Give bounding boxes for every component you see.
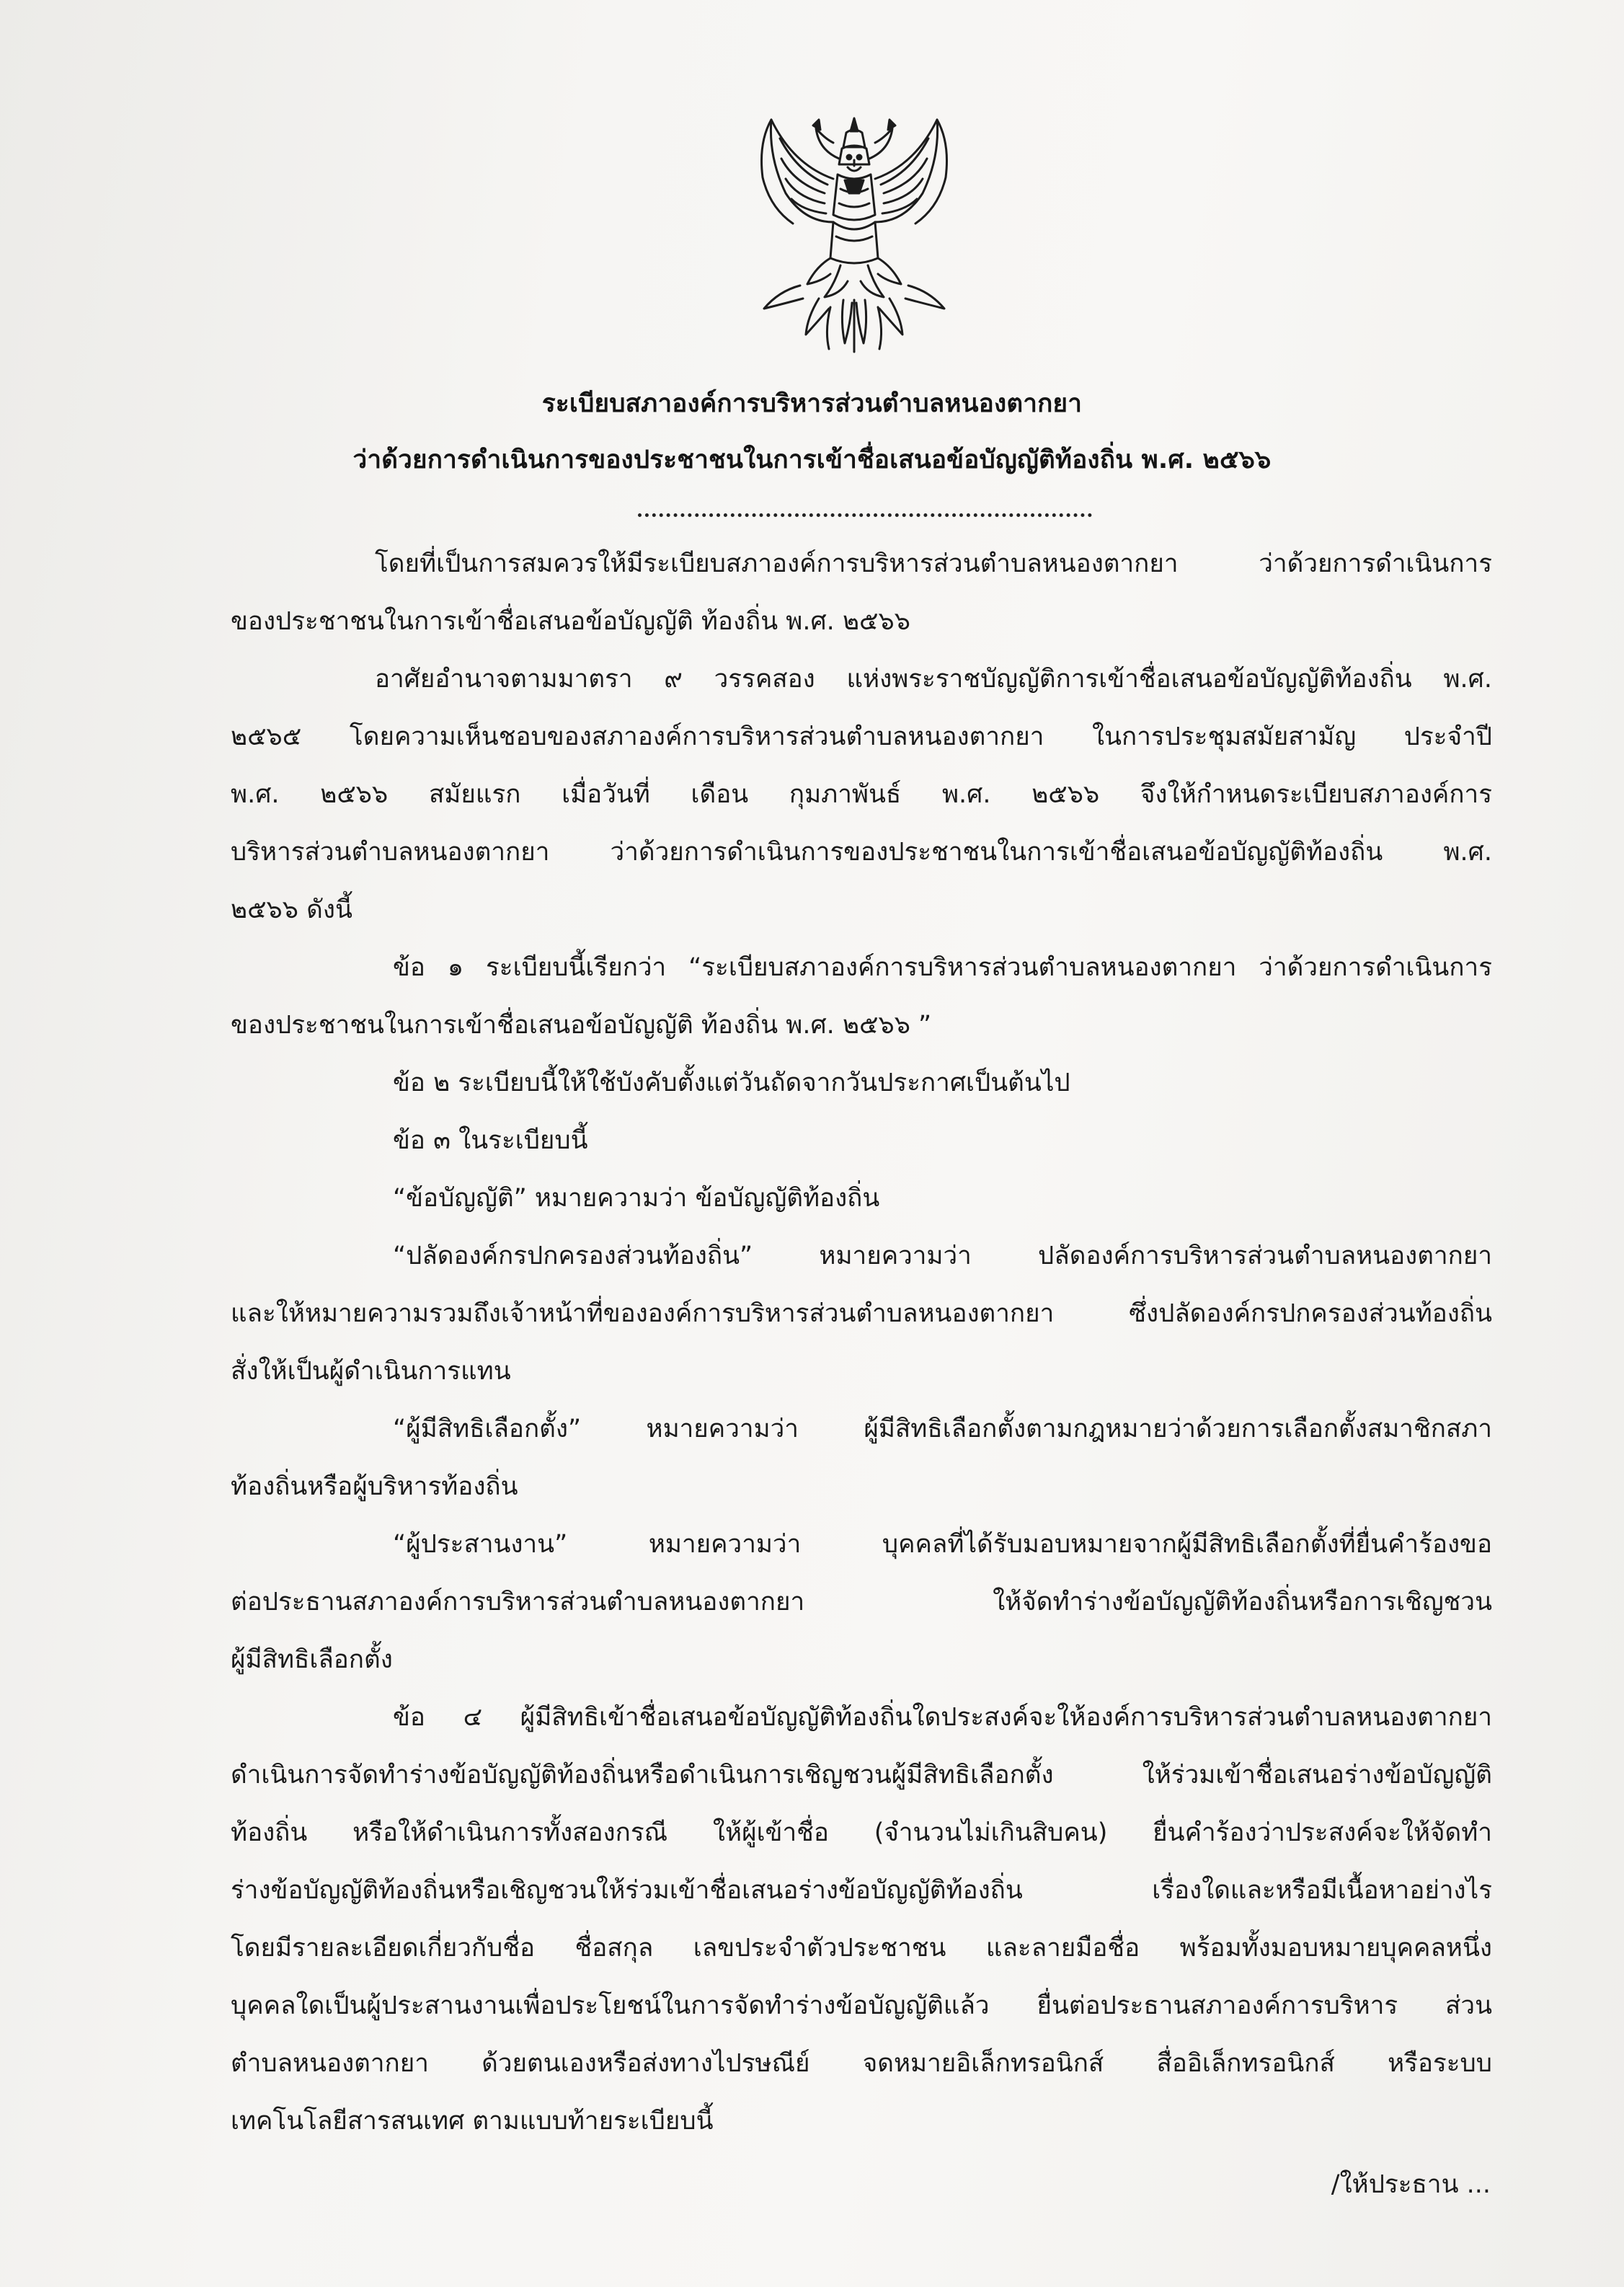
text-line: พ.ศ. ๒๕๖๖ สมัยแรก เมื่อวันที่ เดือน กุมภาพันธ์ พ.ศ. ๒๕๖๖ จึงให้กำหนดระเบียบสภาองค์การ: [231, 780, 1492, 809]
text-line: ๒๕๖๕ โดยความเห็นชอบของสภาองค์การบริหารส่วนตำบลหนองตากยา ในการประชุมสมัยสามัญ ประจำปี: [231, 722, 1492, 751]
text-line: ร่างข้อบัญญัติท้องถิ่นหรือเชิญชวนให้ร่วมเข้าชื่อเสนอร่างข้อบัญญัติท้องถิ่น เรื่องใดและหรือมีเนื้อหาอย่างไร: [231, 1876, 1492, 1905]
document-subtitle: ว่าด้วยการดำเนินการของประชาชนในการเข้าชื่อเสนอข้อบัญญัติท้องถิ่น พ.ศ. ๒๕๖๖: [352, 446, 1272, 474]
text-line: “ผู้ประสานงาน” หมายความว่า บุคคลที่ได้รับมอบหมายจากผู้มีสิทธิเลือกตั้งที่ยื่นคำร้องขอ: [393, 1530, 1492, 1559]
text-line: โดยมีรายละเอียดเกี่ยวกับชื่อ ชื่อสกุล เลขประจำตัวประชาชน และลายมือชื่อ พร้อมทั้งมอบหมายบุคคลหนึ่ง: [231, 1934, 1492, 1963]
garuda-emblem-icon: [750, 114, 959, 355]
document-body: [231, 535, 1492, 2150]
document-title: ระเบียบสภาองค์การบริหารส่วนตำบลหนองตากยา: [541, 389, 1083, 418]
text-line: ของประชาชนในการเข้าชื่อเสนอข้อบัญญัติ ท้องถิ่น พ.ศ. ๒๕๖๖ ”: [231, 1011, 932, 1040]
paragraph-clause-4: [231, 1689, 1492, 2150]
text-line: ข้อ ๔ ผู้มีสิทธิเข้าชื่อเสนอข้อบัญญัติท้องถิ่นใดประสงค์จะให้องค์การบริหารส่วนตำบลหนองตากยา: [393, 1703, 1492, 1732]
text-line: ๒๕๖๖ ดังนี้: [231, 895, 352, 924]
text-line: เทคโนโลยีสารสนเทศ ตามแบบท้ายระเบียบนี้: [231, 2107, 714, 2136]
text-line: บุคคลใดเป็นผู้ประสานงานเพื่อประโยชน์ในการจัดทำร่างข้อบัญญัติแล้ว ยื่นต่อประธานสภาองค์การบริหาร ส่วน: [231, 1991, 1492, 2020]
title-separator: [638, 513, 1092, 517]
paragraph-clause-3: [231, 1112, 1492, 1169]
text-line: ข้อ ๓ ในระเบียบนี้: [393, 1126, 588, 1155]
text-line: ท้องถิ่นหรือผู้บริหารท้องถิ่น: [231, 1472, 518, 1501]
text-line: อาศัยอำนาจตามมาตรา ๙ วรรคสอง แห่งพระราชบัญญัติการเข้าชื่อเสนอข้อบัญญัติท้องถิ่น พ.ศ.: [375, 665, 1492, 694]
text-line: ผู้มีสิทธิเลือกตั้ง: [231, 1645, 393, 1674]
paragraph-definition-voter: [231, 1400, 1492, 1516]
text-line: “ปลัดองค์กรปกครองส่วนท้องถิ่น” หมายความว่า ปลัดองค์การบริหารส่วนตำบลหนองตากยา: [393, 1242, 1492, 1270]
text-line: ตำบลหนองตากยา ด้วยตนเองหรือส่งทางไปรษณีย์ จดหมายอิเล็กทรอนิกส์ สื่ออิเล็กทรอนิกส์ หรือระบบ: [231, 2049, 1492, 2078]
text-line: “ผู้มีสิทธิเลือกตั้ง” หมายความว่า ผู้มีสิทธิเลือกตั้งตามกฎหมายว่าด้วยการเลือกตั้งสมาชิกสภา: [393, 1415, 1492, 1443]
text-line: ท้องถิ่น หรือให้ดำเนินการทั้งสองกรณี ให้ผู้เข้าชื่อ (จำนวนไม่เกินสิบคน) ยื่นคำร้องว่าประสงค์จะให้จัดทำ: [231, 1818, 1492, 1847]
text-line: และให้หมายความรวมถึงเจ้าหน้าที่ขององค์การบริหารส่วนตำบลหนองตากยา ซึ่งปลัดองค์กรปกครองส่วนท้องถิ่น: [231, 1299, 1492, 1328]
text-line: ดำเนินการจัดทำร่างข้อบัญญัติท้องถิ่นหรือดำเนินการเชิญชวนผู้มีสิทธิเลือกตั้ง ให้ร่วมเข้าชื่อเสนอร่างข้อบัญญัติ: [231, 1761, 1492, 1790]
text-line: บริหารส่วนตำบลหนองตากยา ว่าด้วยการดำเนินการของประชาชนในการเข้าชื่อเสนอข้อบัญญัติท้องถิ่น พ.ศ.: [231, 838, 1492, 867]
page-continuation-note: /ให้ประธาน ...: [1331, 2170, 1491, 2199]
text-line: ของประชาชนในการเข้าชื่อเสนอข้อบัญญัติ ท้องถิ่น พ.ศ. ๒๕๖๖: [231, 607, 910, 636]
text-line: ข้อ ๒ ระเบียบนี้ให้ใช้บังคับตั้งแต่วันถัดจากวันประกาศเป็นต้นไป: [393, 1069, 1070, 1097]
paragraph-definition-clerk: [231, 1227, 1492, 1400]
paragraph-preamble: [231, 535, 1492, 650]
text-line: ต่อประธานสภาองค์การบริหารส่วนตำบลหนองตากยา ให้จัดทำร่างข้อบัญญัติท้องถิ่นหรือการเชิญชวน: [231, 1588, 1492, 1616]
paragraph-clause-2: [231, 1054, 1492, 1112]
text-line: “ข้อบัญญัติ” หมายความว่า ข้อบัญญัติท้องถิ่น: [393, 1184, 880, 1213]
text-line: โดยที่เป็นการสมควรให้มีระเบียบสภาองค์การบริหารส่วนตำบลหนองตากยา ว่าด้วยการดำเนินการ: [375, 549, 1492, 578]
paragraph-clause-1: [231, 939, 1492, 1054]
text-line: ข้อ ๑ ระเบียบนี้เรียกว่า “ระเบียบสภาองค์การบริหารส่วนตำบลหนองตากยา ว่าด้วยการดำเนินการ: [393, 953, 1492, 982]
text-line: สั่งให้เป็นผู้ดำเนินการแทน: [231, 1357, 511, 1386]
paragraph-authority: [231, 650, 1492, 939]
paragraph-definition-bylaw: [231, 1169, 1492, 1227]
paragraph-definition-coordinator: [231, 1516, 1492, 1689]
